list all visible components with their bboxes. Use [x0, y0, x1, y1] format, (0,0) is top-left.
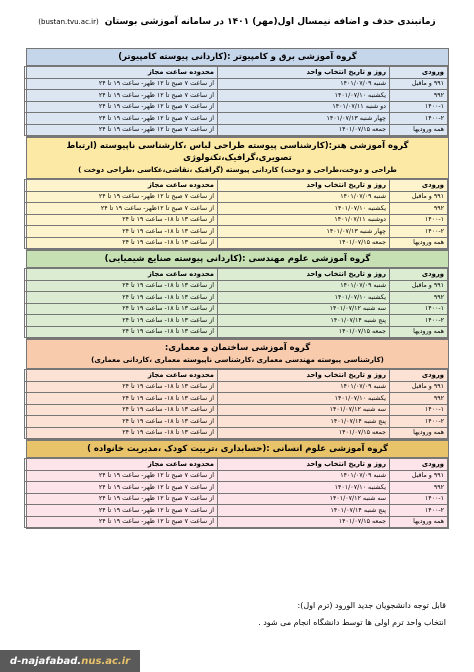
note-line: انتخاب واحد ترم اولی ها توسط دانشگاه انجام می شود .	[258, 618, 446, 627]
table-row: ۹۹۱ و ماقبل شنبه ۱۴۰۱/۰۷/۰۹ از ساعت ۷ صبح تا ۱۲ ظهر- ساعت ۱۹ تا ۲۴	[25, 78, 448, 90]
header-row	[25, 459, 448, 471]
table-row: ۱۴۰۰-۲ چهار شنبه ۱۴۰۱/۰۷/۱۳ از ساعت ۷ صبح تا ۱۲ ظهر- ساعت ۱۹ تا ۲۴	[25, 113, 448, 125]
table-row: ۱۴۰۰-۱ سه شنبه ۱۴۰۱/۰۷/۱۲ از ساعت ۷ صبح تا ۱۲ ظهر- ساعت ۱۹ تا ۲۴	[25, 493, 448, 505]
group-building-architecture	[26, 339, 449, 440]
table-row: ۱۴۰۰-۲ پنج شنبه ۱۴۰۱/۰۷/۱۴ از ساعت ۱۳ تا ۱۸- ساعت ۱۹ تا ۲۴	[25, 315, 448, 327]
group-header: گروه آموزشی هنر:(کارشناسی پیوسته طراحی لباس ،کارشناسی ناپیوسته (ارتباط تصویری،گرافیک،تکنولوژی طراحی و دوخت،طراحی و دوخت) کاردانی پیوسته (گرافیک ،نقاشی،عکاسی ،طراحی دوخت )	[27, 138, 448, 179]
header-row	[25, 370, 448, 382]
table-row: همه ورودیها جمعه ۱۴۰۱/۰۷/۱۵ از ساعت ۱۳ تا ۱۸- ساعت ۱۹ تا ۲۴	[25, 427, 448, 439]
header-row	[25, 67, 448, 79]
notes	[60, 597, 446, 631]
col-date: روز و تاریخ انتخاب واحد	[218, 370, 390, 382]
table-row: همه ورودیها جمعه ۱۴۰۱/۰۷/۱۵ از ساعت ۷ صبح تا ۱۲ ظهر- ساعت ۱۹ تا ۲۴	[25, 516, 448, 528]
note-line: قابل توجه دانشجویان جدید الورود (ترم اول):	[297, 601, 446, 610]
site-watermark: d-najafabad. nus.ac.ir	[0, 650, 140, 672]
header-row	[25, 180, 448, 192]
col-date: روز و تاریخ انتخاب واحد	[218, 67, 390, 79]
title-url: (bustan.tvu.ac.ir)	[38, 18, 99, 26]
group-header: گروه آموزشی برق و کامپیوتر :(کاردانی پیوسته کامپیوتر)	[27, 49, 448, 66]
table-row: ۹۹۲ یکشنبه ۱۴۰۱/۰۷/۱۰ از ساعت ۷ صبح تا ۱۲ ظهر- ساعت ۱۹ تا ۲۴	[25, 482, 448, 494]
col-entry: ورودی	[390, 370, 448, 382]
col-entry: ورودی	[390, 180, 448, 192]
group-header: گروه آموزشی علوم انسانی :(حسابداری ،تربیت کودک ،مدیریت خانواده )	[27, 441, 448, 458]
table-row: ۹۹۱ و ماقبل شنبه ۱۴۰۱/۰۷/۰۹ از ساعت ۱۳ تا ۱۸- ساعت ۱۹ تا ۲۴	[25, 381, 448, 393]
schedule-table	[26, 48, 449, 529]
group-art	[26, 137, 449, 250]
group-electrical-computer	[26, 48, 449, 137]
title-text: زمانبندی حذف و اضافه نیمسال اول(مهر) ۱۴۰۱ در سامانه آموزشی بوستان	[104, 17, 436, 27]
group-table	[24, 179, 448, 249]
table-row: ۱۴۰۰-۱ سه شنبه ۱۴۰۱/۰۷/۱۲ از ساعت ۱۳ تا ۱۸- ساعت ۱۹ تا ۲۴	[25, 303, 448, 315]
table-row: ۹۹۲ یکشنبه ۱۴۰۱/۰۷/۱۰ از ساعت ۱۳ تا ۱۸- ساعت ۱۹ تا ۲۴	[25, 292, 448, 304]
col-date: روز و تاریخ انتخاب واحد	[218, 180, 390, 192]
col-time: محدوده ساعت مجاز	[25, 67, 218, 79]
col-entry: ورودی	[390, 67, 448, 79]
table-row: همه ورودیها جمعه ۱۴۰۱/۰۷/۱۵ از ساعت ۱۳ تا ۱۸- ساعت ۱۹ تا ۲۴	[25, 326, 448, 338]
table-row: ۹۹۲ یکشنبه ۱۴۰۱/۰۷/۱۰ از ساعت ۷ صبح تا ۱۲ ظهر- ساعت ۱۹ تا ۲۴	[25, 90, 448, 102]
col-date: روز و تاریخ انتخاب واحد	[218, 269, 390, 281]
col-entry: ورودی	[390, 459, 448, 471]
header-row	[25, 269, 448, 281]
table-row: ۹۹۲ یکشنبه ۱۴۰۱/۰۷/۱۰ از ساعت ۷ صبح تا ۱۲ظهر- ساعت ۱۹ تا ۲۴	[25, 203, 448, 215]
group-engineering-sciences	[26, 250, 449, 339]
table-row: همه ورودیها جمعه ۱۴۰۱/۰۷/۱۵ از ساعت ۷ صبح تا ۱۲ ظهر- ساعت ۱۹ تا ۲۴	[25, 124, 448, 136]
col-time: محدوده ساعت مجاز	[25, 459, 218, 471]
page-title	[14, 8, 460, 36]
col-time: محدوده ساعت مجاز	[25, 269, 218, 281]
table-row: ۹۹۱ و ماقبل شنبه ۱۴۰۱/۰۷/۰۹ از ساعت ۷ صبح تا ۱۲ ظهر- ساعت ۱۹ تا ۲۴	[25, 470, 448, 482]
table-row: همه ورودیها جمعه ۱۴۰۱/۰۷/۱۵ از ساعت ۱۳ تا ۱۸- ساعت ۱۹ تا ۲۴	[25, 237, 448, 249]
col-time: محدوده ساعت مجاز	[25, 370, 218, 382]
group-table	[24, 268, 448, 338]
table-row: ۱۴۰۰-۲ پنج شنبه ۱۴۰۱/۰۷/۱۴ از ساعت ۱۳ تا ۱۸- ساعت ۱۹ تا ۲۴	[25, 416, 448, 428]
table-row: ۱۴۰۰-۱ دوشنبه ۱۴۰۱/۰۷/۱۱ از ساعت ۱۳ تا ۱۸- ساعت ۱۹ تا ۲۴	[25, 214, 448, 226]
table-row: ۱۴۰۰-۱ دو شنبه ۱۴۰۱/۰۷/۱۱ از ساعت ۷ صبح تا ۱۲ ظهر- ساعت ۱۹ تا ۲۴	[25, 101, 448, 113]
group-table	[24, 458, 448, 528]
table-row: ۹۹۱ و ماقبل شنبه ۱۴۰۱/۰۷/۰۹ از ساعت ۷ صبح تا ۱۲ ظهر- ساعت ۱۹ تا ۲۴	[25, 191, 448, 203]
col-entry: ورودی	[390, 269, 448, 281]
group-humanities	[26, 440, 449, 529]
table-row: ۱۴۰۰-۲ پنج شنبه ۱۴۰۱/۰۷/۱۴ از ساعت ۷ صبح تا ۱۲ ظهر- ساعت ۱۹ تا ۲۴	[25, 505, 448, 517]
table-row: ۹۹۲ یکشنبه ۱۴۰۱/۰۷/۱۰ از ساعت ۱۳ تا ۱۸- ساعت ۱۹ تا ۲۴	[25, 393, 448, 405]
group-header: گروه آموزشی ساختمان و معماری: (کارشناسی پیوسته مهندسی معماری ،کارشناسی ناپیوسته معماری ،کاردانی معماری)	[27, 340, 448, 369]
group-table	[24, 66, 448, 136]
table-row: ۱۴۰۰-۱ سه شنبه ۱۴۰۱/۰۷/۱۲ از ساعت ۱۳ تا ۱۸- ساعت ۱۹ تا ۲۴	[25, 404, 448, 416]
group-table	[24, 369, 448, 439]
col-date: روز و تاریخ انتخاب واحد	[218, 459, 390, 471]
table-row: ۱۴۰۰-۲ چهار شنبه ۱۴۰۱/۰۷/۱۳ از ساعت ۱۳ تا ۱۸- ساعت ۱۹ تا ۲۴	[25, 226, 448, 238]
col-time: محدوده ساعت مجاز	[25, 180, 218, 192]
table-row: ۹۹۱ و ماقبل شنبه ۱۴۰۱/۰۷/۰۹ از ساعت ۱۳ تا ۱۸- ساعت ۱۹ تا ۲۴	[25, 280, 448, 292]
group-header: گروه آموزشی علوم مهندسی :(کاردانی پیوسته صنایع شیمیایی)	[27, 251, 448, 268]
